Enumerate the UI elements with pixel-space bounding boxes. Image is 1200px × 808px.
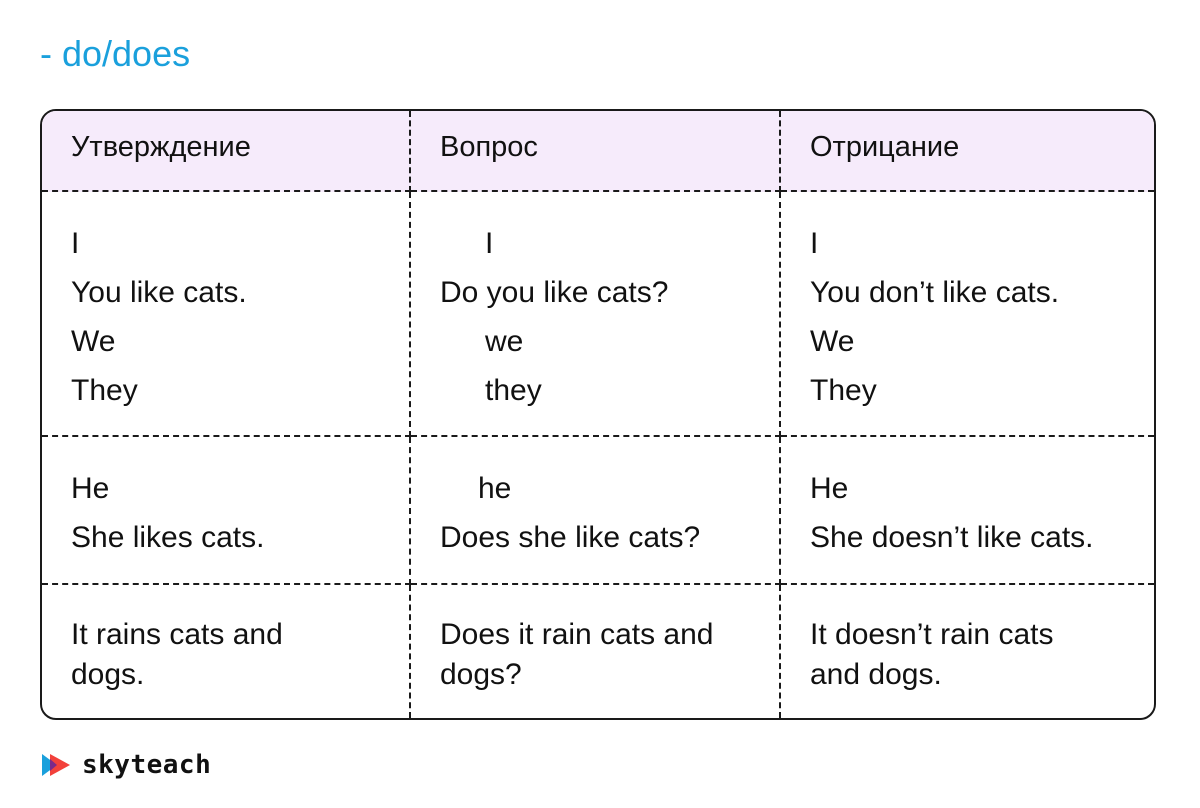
brand-footer — [40, 748, 211, 782]
row3-negation-cell — [781, 585, 1154, 718]
row1-statement-cell — [42, 192, 411, 437]
play-arrow-logo-icon — [40, 748, 74, 782]
row2-statement-cell — [42, 437, 411, 585]
row1-statement-line: I — [71, 227, 80, 260]
row1-question-line: Do you like cats? — [440, 276, 669, 309]
row1-negation-cell — [781, 192, 1154, 437]
row1-negation-line: I — [810, 227, 819, 260]
row1-question-line: we — [485, 325, 524, 358]
row3-negation-text: It doesn’t rain cats and dogs. — [810, 618, 1054, 691]
page-title: - do/does — [40, 33, 191, 74]
row1-question-line: they — [485, 374, 542, 407]
do-does-table — [40, 109, 1156, 720]
row2-negation-cell — [781, 437, 1154, 585]
header-question: Вопрос — [411, 111, 781, 192]
row1-question-line: I — [485, 227, 494, 260]
brand-name: skyteach — [82, 750, 212, 780]
row3-statement-text: It rains cats and dogs. — [71, 618, 283, 691]
row2-negation-line: He — [810, 472, 849, 505]
row1-question-cell — [411, 192, 781, 437]
header-statement: Утверждение — [42, 111, 411, 192]
row2-statement-line: He — [71, 472, 110, 505]
row2-question-line: Does she like cats? — [440, 521, 701, 554]
row2-question-cell — [411, 437, 781, 585]
row3-question-cell — [411, 585, 781, 718]
row1-negation-line: We — [810, 325, 855, 358]
row2-question-line: he — [478, 472, 512, 505]
row1-statement-line: You like cats. — [71, 276, 247, 309]
row2-negation-line: She doesn’t like cats. — [810, 521, 1094, 554]
row3-statement-cell — [42, 585, 411, 718]
row2-statement-line: She likes cats. — [71, 521, 265, 554]
row1-negation-line: They — [810, 374, 877, 407]
row1-statement-line: We — [71, 325, 116, 358]
row3-question-text: Does it rain cats and dogs? — [440, 618, 714, 691]
row1-negation-line: You don’t like cats. — [810, 276, 1060, 309]
row1-statement-line: They — [71, 374, 138, 407]
header-negation: Отрицание — [781, 111, 1154, 192]
